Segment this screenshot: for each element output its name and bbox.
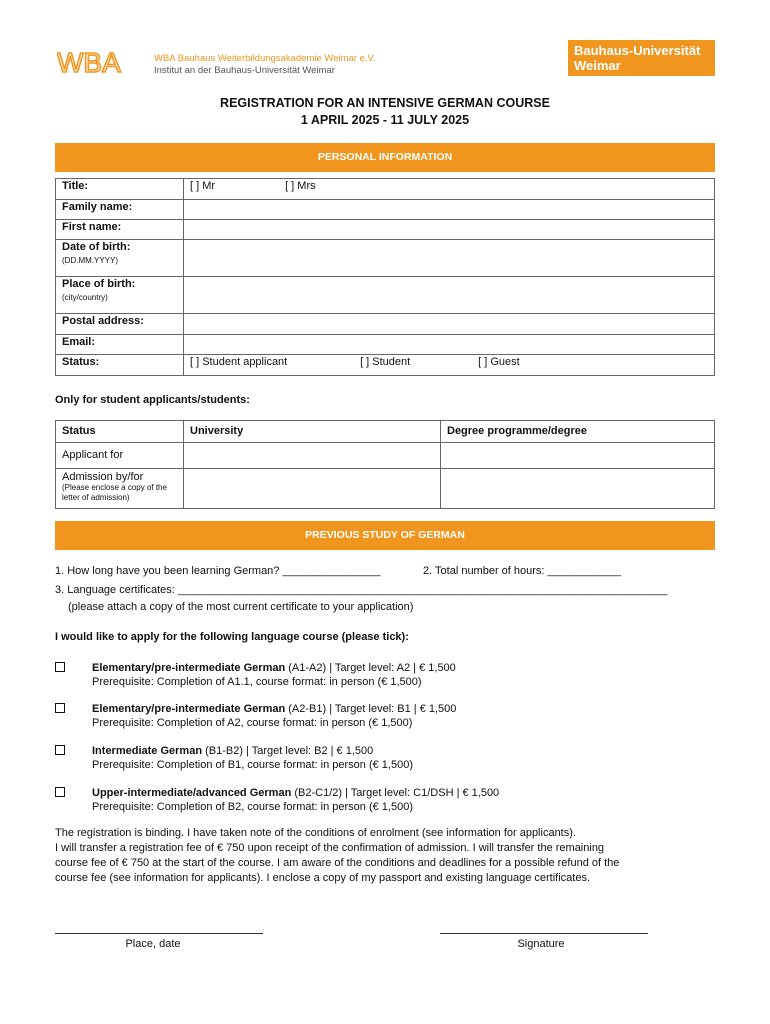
title-label: Title: — [56, 179, 184, 200]
course-detail: (A1-A2) | Target level: A2 | € 1,500 — [285, 662, 456, 674]
course-name: Upper-intermediate/advanced German — [92, 787, 292, 799]
column-header-degree: Degree programme/degree — [441, 421, 715, 443]
status-option-student[interactable]: [ ] Student — [360, 356, 411, 368]
admission-university-field[interactable] — [184, 469, 441, 509]
admission-hint: (Please enclose a copy of the letter of admission) — [62, 483, 167, 502]
status-option-student-applicant[interactable]: [ ] Student applicant — [190, 356, 288, 368]
date-of-birth-label — [56, 240, 184, 277]
page-title: REGISTRATION FOR AN INTENSIVE GERMAN COURSE — [220, 96, 550, 110]
place-of-birth-field[interactable] — [184, 277, 715, 314]
wba-subtitle: Institut an der Bauhaus-Universität Weimar — [154, 65, 335, 76]
terms-line: I will transfer a registration fee of € 750 upon receipt of the confirmation of admission. I will transfer the remaining — [55, 842, 605, 854]
admission-degree-field[interactable] — [441, 469, 715, 509]
first-name-field[interactable] — [184, 220, 715, 240]
date-of-birth-hint: (DD.MM.YYYY) — [62, 256, 118, 265]
course-name: Elementary/pre-intermediate German — [92, 662, 286, 674]
course-checkbox[interactable] — [55, 662, 65, 672]
question-learning-duration[interactable]: 1. How long have you been learning German? ________________ — [55, 565, 381, 577]
applicant-degree-field[interactable] — [441, 443, 715, 469]
course-title — [92, 744, 373, 758]
bu-logo-line1: Bauhaus-Universität — [574, 43, 701, 58]
course-checkbox[interactable] — [55, 787, 65, 797]
place-date-label: Place, date — [125, 938, 181, 950]
column-header-status: Status — [56, 421, 184, 443]
course-title — [92, 661, 456, 675]
family-name-label: Family name: — [56, 200, 184, 220]
family-name-field[interactable] — [184, 200, 715, 220]
row-applicant-for: Applicant for — [56, 443, 184, 469]
date-of-birth-field[interactable] — [184, 240, 715, 277]
postal-address-field[interactable] — [184, 314, 715, 335]
email-field[interactable] — [184, 335, 715, 355]
bu-logo-line2: Weimar — [574, 58, 621, 73]
signature-label: Signature — [517, 938, 565, 950]
course-prerequisite: Prerequisite: Completion of A2, course format: in person (€ 1,500) — [92, 717, 413, 729]
date-of-birth-text: Date of birth: — [62, 241, 131, 253]
terms-line: course fee (see information for applicants). I enclose a copy of my passport and existing language certificates. — [55, 872, 591, 884]
personal-information-table — [55, 178, 715, 376]
title-option-mrs[interactable]: [ ] Mrs — [285, 180, 316, 192]
signature-line[interactable] — [440, 933, 648, 934]
course-prerequisite: Prerequisite: Completion of B1, course format: in person (€ 1,500) — [92, 759, 413, 771]
place-date-line[interactable] — [55, 933, 263, 934]
terms-line: course fee of € 750 at the start of the course. I am aware of the conditions and deadlines for a possible refund of the — [55, 857, 620, 869]
course-title — [92, 786, 499, 800]
course-selection-heading: I would like to apply for the following language course (please tick): — [55, 631, 409, 643]
course-prerequisite: Prerequisite: Completion of B2, course format: in person (€ 1,500) — [92, 801, 413, 813]
wba-logo — [57, 47, 149, 77]
personal-information-heading: PERSONAL INFORMATION — [55, 143, 715, 172]
students-heading: Only for student applicants/students: — [55, 394, 250, 406]
place-of-birth-label — [56, 277, 184, 314]
terms-paragraph — [55, 826, 715, 886]
bauhaus-university-logo — [568, 40, 715, 76]
wba-institute-text — [154, 53, 376, 77]
question-language-certificates[interactable]: 3. Language certificates: ________________________________________________________________________________ — [55, 584, 668, 596]
row-admission-by-for — [56, 469, 184, 509]
course-name: Elementary/pre-intermediate German — [92, 703, 286, 715]
previous-study-heading: PREVIOUS STUDY OF GERMAN — [55, 521, 715, 550]
postal-address-label: Postal address: — [56, 314, 184, 335]
title-field[interactable] — [184, 179, 715, 200]
course-detail: (B1-B2) | Target level: B2 | € 1,500 — [202, 745, 374, 757]
certificate-note: (please attach a copy of the most current certificate to your application) — [68, 601, 414, 613]
course-prerequisite: Prerequisite: Completion of A1.1, course format: in person (€ 1,500) — [92, 676, 422, 688]
email-label: Email: — [56, 335, 184, 355]
place-of-birth-hint: (city/country) — [62, 293, 108, 302]
course-checkbox[interactable] — [55, 703, 65, 713]
course-name: Intermediate German — [92, 745, 203, 757]
course-dates: 1 APRIL 2025 - 11 JULY 2025 — [300, 113, 470, 127]
course-checkbox[interactable] — [55, 745, 65, 755]
status-label: Status: — [56, 355, 184, 376]
applicant-university-field[interactable] — [184, 443, 441, 469]
course-detail: (A2-B1) | Target level: B1 | € 1,500 — [285, 703, 457, 715]
wba-name: WBA Bauhaus Weiterbildungsakademie Weimar e.V. — [154, 53, 376, 64]
course-detail: (B2-C1/2) | Target level: C1/DSH | € 1,500 — [291, 787, 500, 799]
wba-logo-text: WBA — [57, 47, 121, 77]
students-table — [55, 420, 715, 509]
column-header-university: University — [184, 421, 441, 443]
place-of-birth-text: Place of birth: — [62, 278, 136, 290]
course-title — [92, 702, 456, 716]
admission-label: Admission by/for — [62, 471, 144, 483]
title-option-mr[interactable]: [ ] Mr — [190, 180, 216, 192]
status-option-guest[interactable]: [ ] Guest — [478, 356, 520, 368]
question-total-hours[interactable]: 2. Total number of hours: ____________ — [423, 565, 621, 577]
terms-line: The registration is binding. I have taken note of the conditions of enrolment (see information for applicants). — [55, 827, 576, 839]
status-field[interactable] — [184, 355, 715, 376]
first-name-label: First name: — [56, 220, 184, 240]
